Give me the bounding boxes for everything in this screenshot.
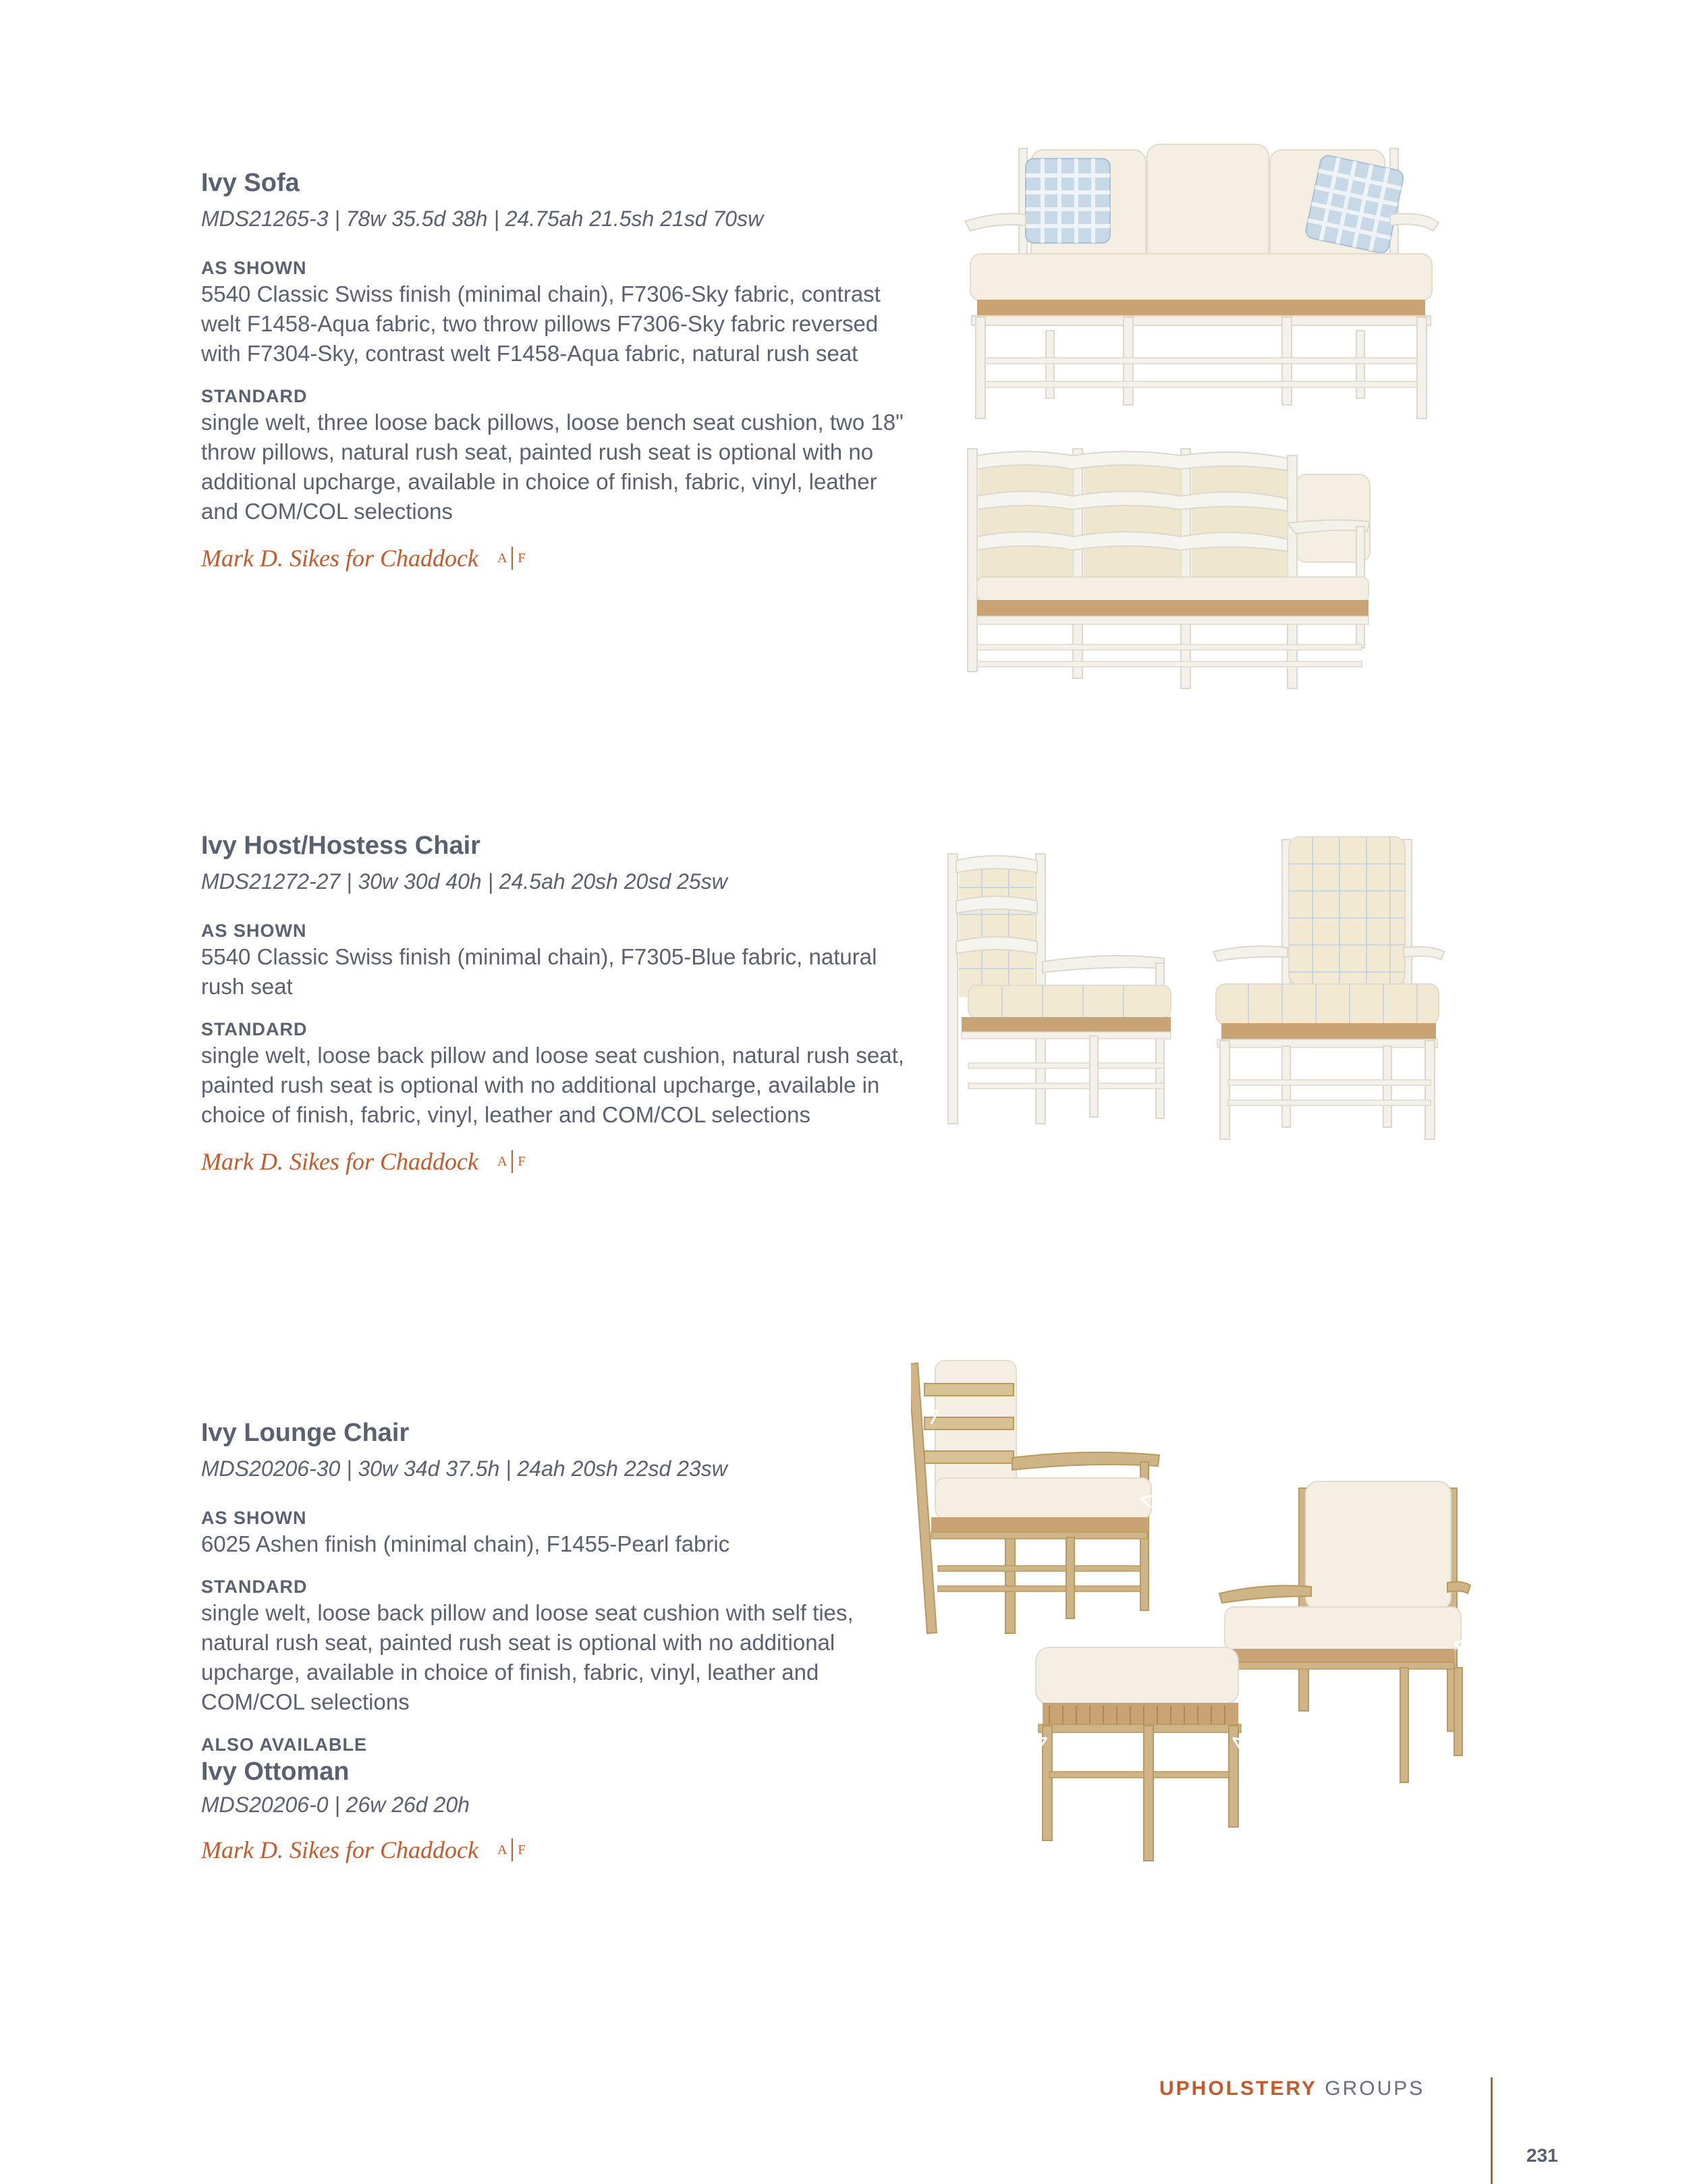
product-spec: MDS20206-30 | 30w 34d 37.5h | 24ah 20sh 22sd 23sw: [201, 1456, 727, 1481]
af-f: F: [518, 1842, 526, 1857]
lounge-chair-ottoman-image: [1022, 1475, 1481, 1880]
product-spec: MDS21272-27 | 30w 30d 40h | 24.5ah 20sh 20sd 25sw: [201, 869, 727, 894]
standard-text: single welt, loose back pillow and loose seat cushion, natural rush seat, painted rush seat is optional with no additional upcharge, available in choice of finish, fabric, vinyl, leather and COM/COL selections: [201, 1043, 904, 1127]
af-f: F: [518, 550, 526, 566]
product-ivy-host-hostess-chair: [201, 830, 916, 1176]
brand-name: Mark D. Sikes for Chaddock: [201, 545, 478, 572]
as-shown-label: AS SHOWN: [201, 1508, 307, 1528]
brand-name: Mark D. Sikes for Chaddock: [201, 1148, 478, 1175]
af-a: A: [497, 550, 507, 566]
as-shown-text: 6025 Ashen finish (minimal chain), F1455-Pearl fabric: [201, 1531, 730, 1556]
brand-line: [201, 1836, 916, 1864]
sofa-front-image: [958, 135, 1444, 432]
host-chair-front-image: [1208, 830, 1451, 1147]
product-title: Ivy Sofa: [201, 169, 300, 197]
footer-divider: [1491, 2077, 1493, 2184]
footer-category: [1159, 2077, 1425, 2100]
af-mark: [497, 1150, 526, 1173]
af-f: F: [518, 1153, 526, 1169]
brand-name: Mark D. Sikes for Chaddock: [201, 1836, 478, 1863]
host-chair-back-image: [941, 847, 1191, 1130]
standard-label: STANDARD: [201, 1019, 308, 1039]
af-a: A: [497, 1842, 507, 1857]
brand-line: [201, 544, 916, 572]
standard-label: STANDARD: [201, 386, 308, 406]
as-shown-label: AS SHOWN: [201, 258, 307, 278]
product-ivy-sofa: [201, 167, 916, 572]
page-number: 231: [1526, 2145, 1558, 2166]
standard-label: STANDARD: [201, 1577, 308, 1597]
product-title: Ivy Host/Hostess Chair: [201, 831, 480, 860]
as-shown-text: 5540 Classic Swiss finish (minimal chain), F7306-Sky fabric, contrast welt F1458-Aqua fabric, two throw pillows F7306-Sky fabric reversed with F7304-Sky, contrast welt F1458-Aqua fabric, natural rush seat: [201, 281, 881, 366]
product-ivy-lounge-chair: [201, 1417, 916, 1864]
ottoman-title: Ivy Ottoman: [201, 1757, 350, 1786]
brand-line: [201, 1147, 916, 1176]
ottoman-spec: MDS20206-0 | 26w 26d 20h: [201, 1793, 470, 1817]
footer-category-rest: GROUPS: [1317, 2077, 1425, 2100]
also-available-label: ALSO AVAILABLE: [201, 1735, 367, 1755]
product-title: Ivy Lounge Chair: [201, 1419, 410, 1447]
as-shown-label: AS SHOWN: [201, 921, 307, 941]
af-mark: [497, 547, 526, 570]
as-shown-text: 5540 Classic Swiss finish (minimal chain), F7305-Blue fabric, natural rush seat: [201, 944, 877, 999]
af-mark: [497, 1838, 526, 1861]
af-a: A: [497, 1153, 507, 1169]
standard-text: single welt, three loose back pillows, loose bench seat cushion, two 18" throw pillows, natural rush seat, painted rush seat is optional with no additional upcharge, available in choice of finish, fabric, vinyl, leather and COM/COL selections: [201, 410, 904, 524]
product-spec: MDS21265-3 | 78w 35.5d 38h | 24.75ah 21.5sh 21sd 70sw: [201, 207, 764, 231]
standard-text: single welt, loose back pillow and loose seat cushion with self ties, natural rush seat, painted rush seat is optional with no additional upcharge, available in choice of finish, fabric, vinyl, leather and COM/COL selections: [201, 1600, 854, 1714]
footer-category-strong: UPHOLSTERY: [1159, 2077, 1317, 2100]
sofa-back-image: [958, 442, 1404, 699]
